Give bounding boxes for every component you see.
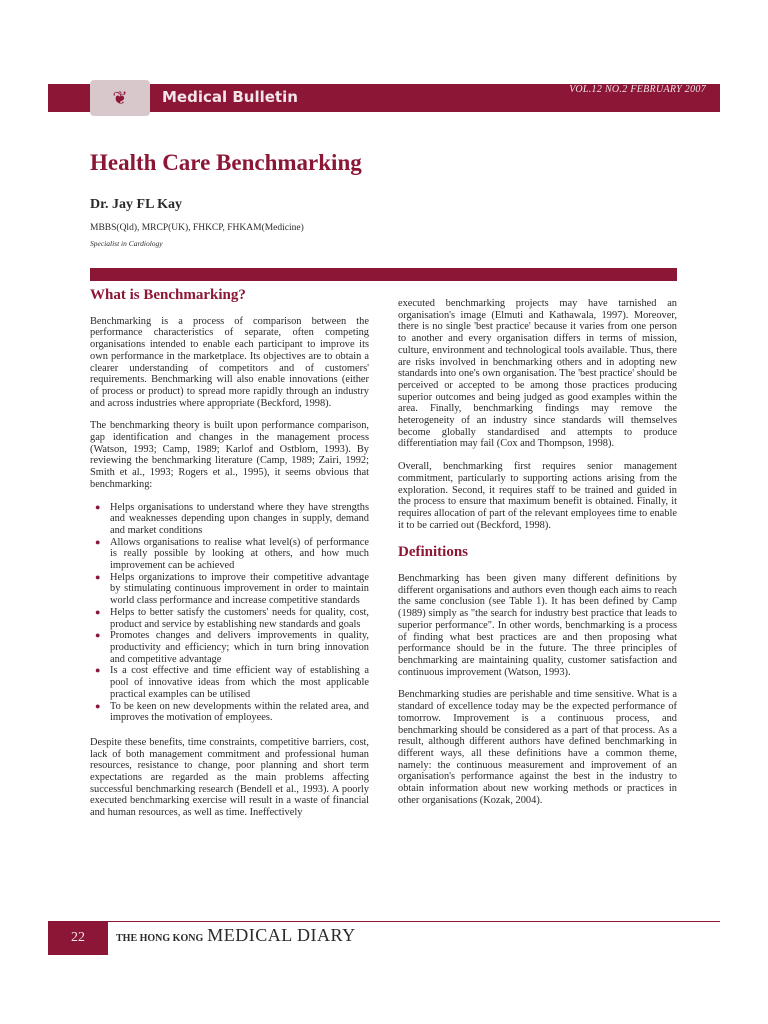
footer-divider bbox=[48, 921, 720, 922]
paragraph: executed benchmarking projects may have tarnished an organisation's image (Elmuti and Kathawala, 1997). Moreover, there is no single 'best practice' because it varies from one person to another and every organisation differs in terms of mission, culture, environment and technological tools available. Thus, there are risks involved in benchmarking others and in adopting new standards into one's own organisation. The 'best practice' should be perceived or accepted to be among those practices producing superior outcomes and being judged as good examples within the area. Finally, benchmarking findings may remove the heterogeneity of an industry since standards will themselves become globally standardised and attempts to produce differentiation may fail (Cox and Thompson, 1998). bbox=[398, 298, 677, 450]
journal-title: MEDICAL DIARY bbox=[207, 925, 356, 945]
list-item: ● Is a cost effective and time efficient way of establishing a pool of innovative ideas from which the most applicable practical examples can be utilised bbox=[90, 665, 369, 700]
journal-name bbox=[116, 925, 356, 946]
list-item: ● To be keen on new developments within the related area, and improves the motivation of employees. bbox=[90, 701, 369, 724]
paragraph: Benchmarking studies are perishable and time sensitive. What is a standard of excellence today may be the expected performance of tomorrow. Improvement is a continuous process, and benchmarking should be considered as a part of that process. As a result, although different authors have defined benchmarking in different ways, all these definitions have a common theme, namely: the continuous measurement and improvement of an organisation's performance against the best in the industry to obtain information about new working methods or practices in other organisations (Kozak, 2004). bbox=[398, 689, 677, 806]
section-heading-what-is-benchmarking: What is Benchmarking? bbox=[90, 287, 246, 303]
left-column bbox=[90, 287, 369, 830]
paragraph: Benchmarking is a process of comparison between the performance characteristics of separate, often competing organisations intended to enable each participant to improve its own performance in the marketplace. Its objectives are to obtain a clearer understanding of competitors and of customers' requirements. Benchmarking will also enable innovations (either of process or product) to spread more rapidly through an industry and across industries where appropriate (Beckford, 1998). bbox=[90, 315, 369, 409]
author-specialty: Specialist in Cardiology bbox=[90, 239, 163, 248]
right-column bbox=[398, 298, 677, 817]
paragraph: Despite these benefits, time constraints, competitive barriers, cost, lack of both management commitment and professional human resources, resistance to change, poor planning and short term expectations are regarded as the main problems affecting successful benchmarking research (Bendell et al., 1993). A poorly executed benchmarking exercise will result in a waste of financial and human resources, as well as time. Ineffectively bbox=[90, 736, 369, 819]
author-name: Dr. Jay FL Kay bbox=[90, 197, 183, 212]
volume-line: VOL.12 NO.2 FEBRUARY 2007 bbox=[569, 84, 706, 95]
list-item: ● Promotes changes and delivers improvements in quality, productivity and efficiency; which in turn bring innovation and competitive advantage bbox=[90, 630, 369, 665]
section-heading-definitions: Definitions bbox=[398, 544, 469, 561]
article-title: Health Care Benchmarking bbox=[90, 150, 362, 175]
benefits-list bbox=[90, 502, 369, 724]
paragraph: Overall, benchmarking first requires senior management commitment, particularly to supporting actions arising from the exploration. Second, it requires staff to be trained and guided in the process to ensure that maximum benefit is obtained. Finally, it requires allocation of part of the relevant employees time to enable it to be carried out (Beckford, 1998). bbox=[398, 461, 677, 531]
list-item: ● Helps organisations to understand where they have strengths and weaknesses depending upon changes in supply, demand and market conditions bbox=[90, 502, 369, 537]
crest-logo-icon: ❦ bbox=[90, 80, 150, 116]
list-item: ● Allows organisations to realise what level(s) of performance is really possible by looking at others, and how much improvement can be achieved bbox=[90, 537, 369, 572]
title-divider bbox=[90, 268, 677, 281]
author-qualifications: MBBS(Qld), MRCP(UK), FHKCP, FHKAM(Medicine) bbox=[90, 223, 304, 233]
list-item: ● Helps organizations to improve their competitive advantage by stimulating continuous improvement in order to maintain world class performance and increase competitive standards bbox=[90, 572, 369, 607]
journal-prefix: THE HONG KONG bbox=[116, 933, 204, 944]
paragraph: The benchmarking theory is built upon performance comparison, gap identification and changes in the management process (Watson, 1993; Camp, 1989; Karlof and Ostblom, 1993). By reviewing the benchmarking literature (Camp, 1989; Zairi, 1992; Smith et al., 1993; Rogers et al., 1995), it seems obvious that benchmarking: bbox=[90, 420, 369, 490]
page-number: 22 bbox=[48, 921, 108, 955]
paragraph: Benchmarking has been given many different definitions by different organisations and authors even though each aims to reach the same conclusion (see Table 1). It has been defined by Camp (1989) simply as "the search for industry best practice that leads to superior performance". In other words, benchmarking is a process of finding what best practices are and then proposing what performance should be in the future. The three principles of benchmarking are maintaining quality, customer satisfaction and continuous improvement (Watson, 1993). bbox=[398, 573, 677, 678]
bulletin-title: Medical Bulletin bbox=[162, 88, 298, 106]
list-item: ● Helps to better satisfy the customers' needs for quality, cost, product and service by establishing new standards and goals bbox=[90, 607, 369, 630]
